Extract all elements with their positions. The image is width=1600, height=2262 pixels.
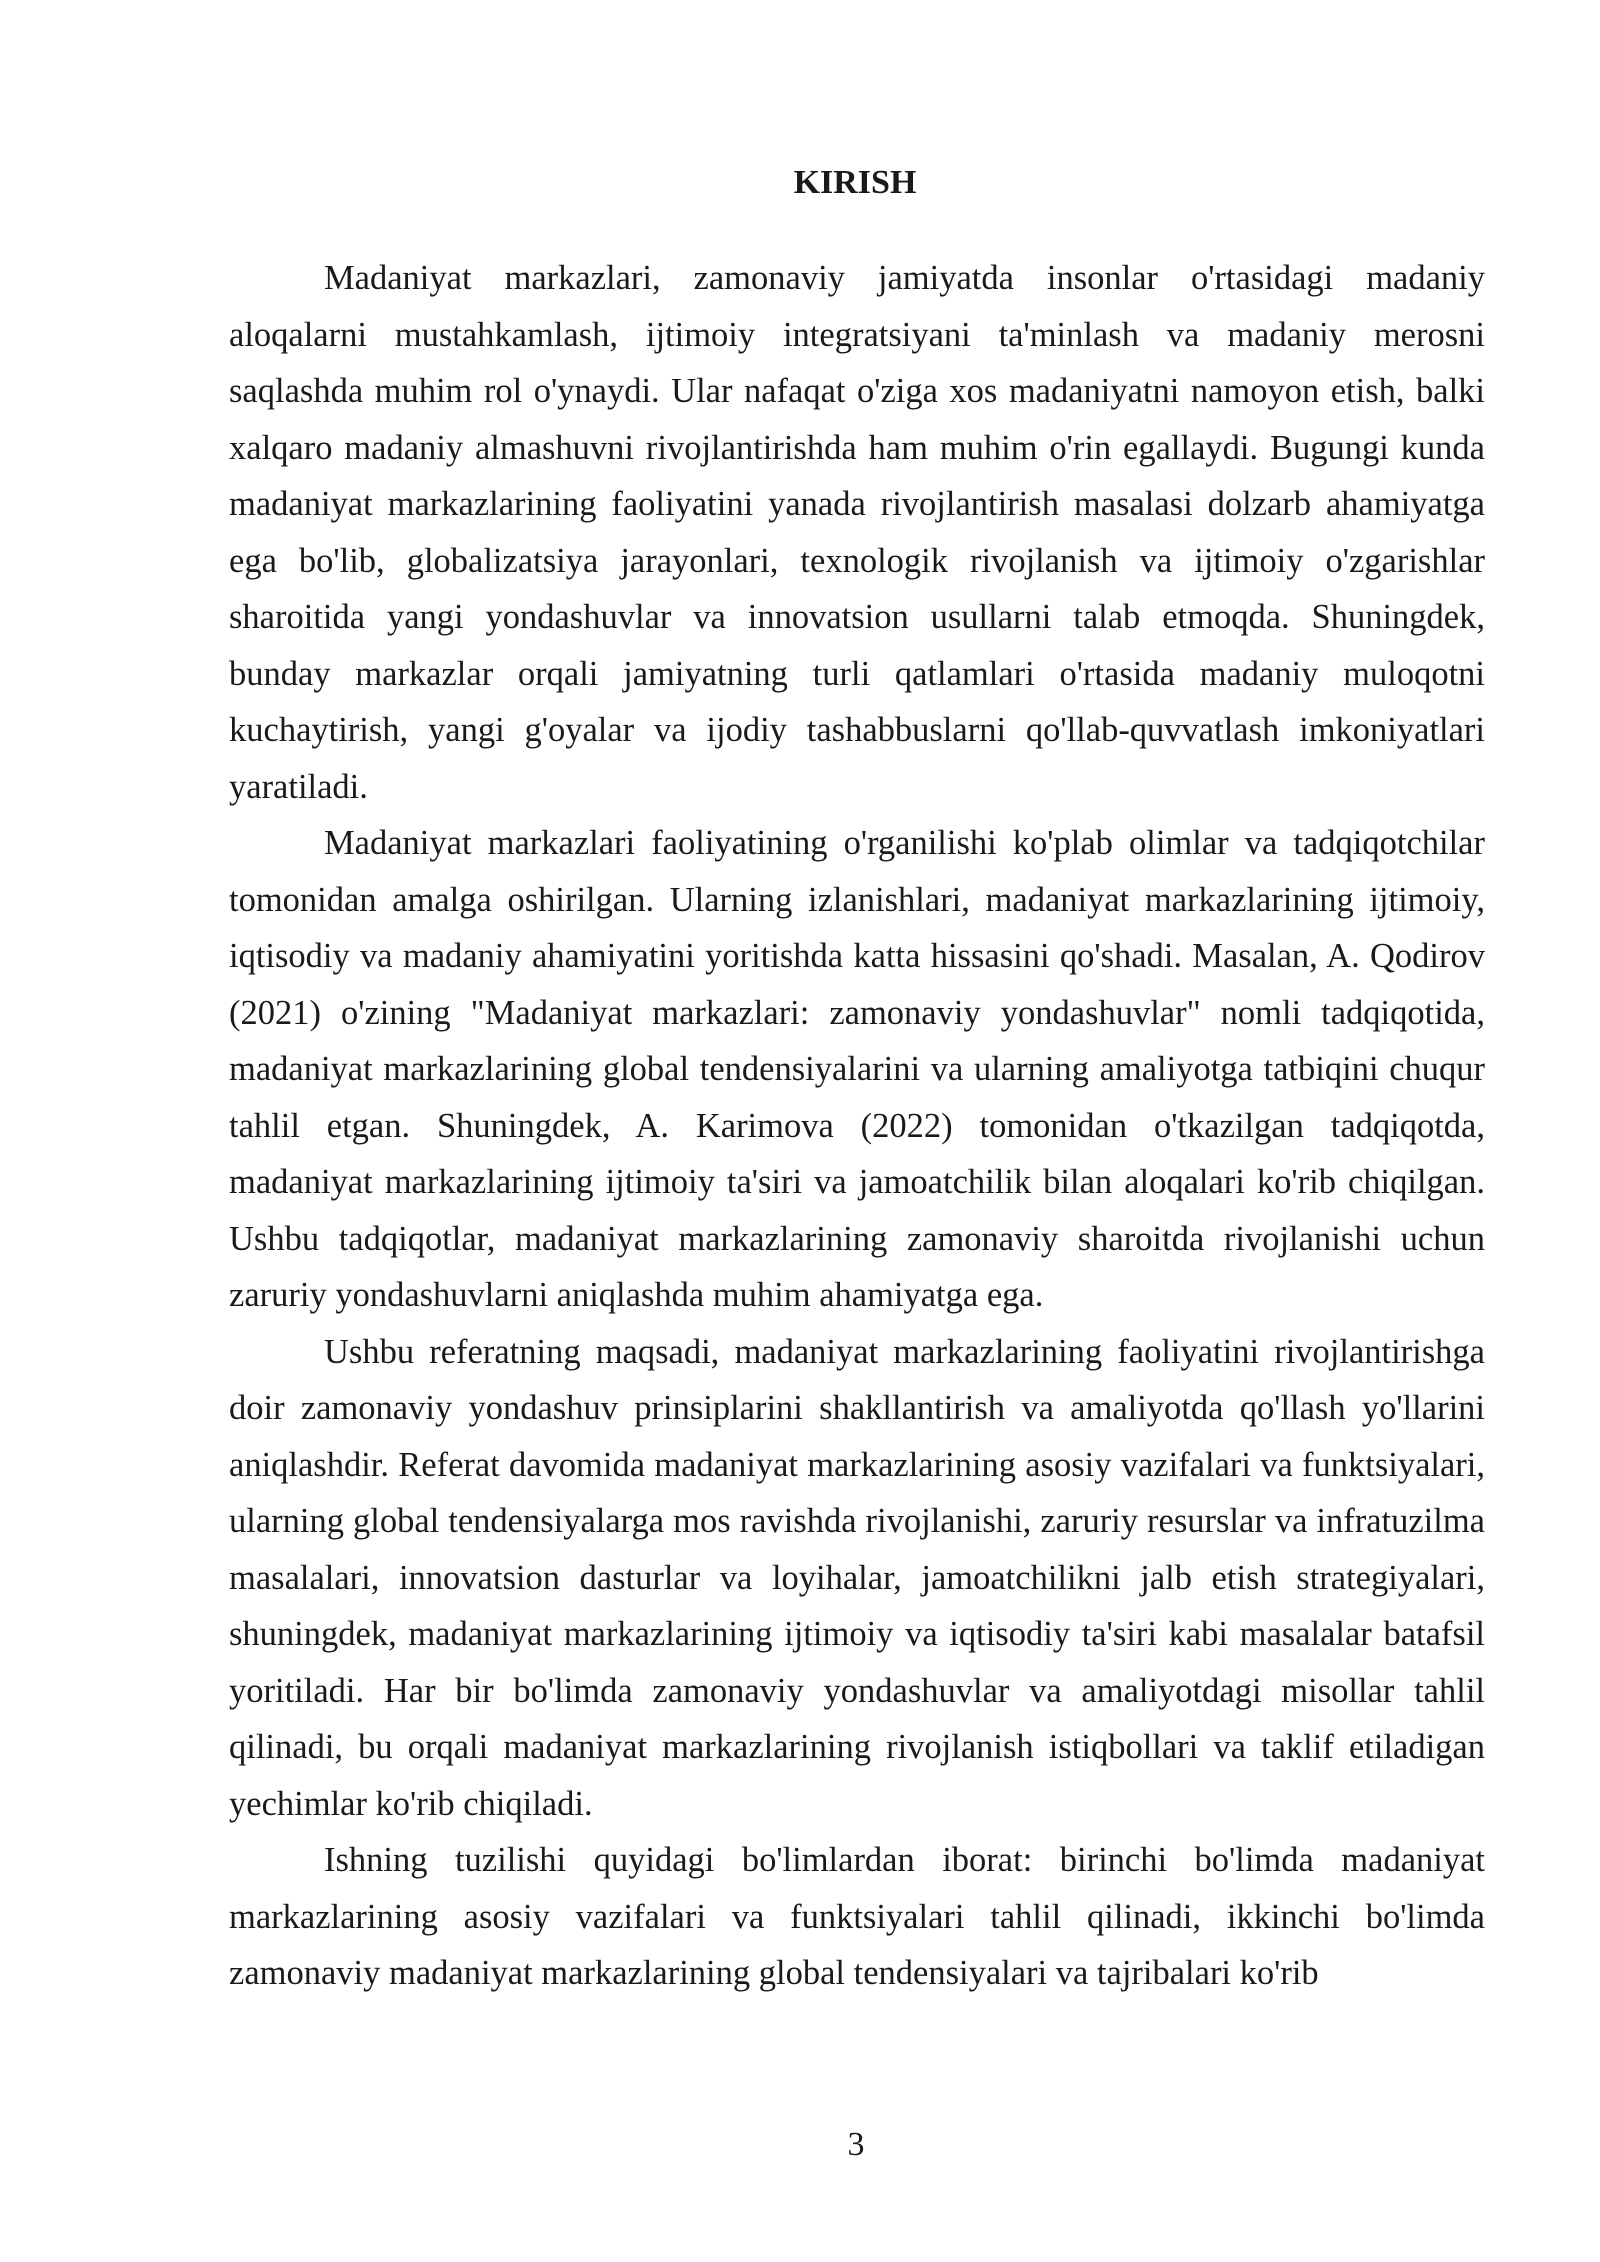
- body-text: [229, 250, 1485, 2002]
- paragraph-intro: Madaniyat markazlari, zamonaviy jamiyatda insonlar o'rtasidagi madaniy aloqalarni mustahkamlash, ijtimoiy integratsiyani ta'minlash va madaniy merosni saqlashda muhim rol o'ynaydi. Ular nafaqat o'ziga xos madaniyatni namoyon etish, balki xalqaro madaniy almashuvni rivojlantirishda ham muhim o'rin egallaydi. Bugungi kunda madaniyat markazlarining faoliyatini yanada rivojlantirish masalasi dolzarb ahamiyatga ega bo'lib, globalizatsiya jarayonlari, texnologik rivojlanish va ijtimoiy o'zgarishlar sharoitida yangi yondashuvlar va innovatsion usullarni talab etmoqda. Shuningdek, bunday markazlar orqali jamiyatning turli qatlamlari o'rtasida madaniy muloqotni kuchaytirish, yangi g'oyalar va ijodiy tashabbuslarni qo'llab-quvvatlash imkoniyatlari yaratiladi.: [229, 259, 1485, 806]
- section-heading: KIRISH: [793, 164, 917, 201]
- paragraph-purpose: Ushbu referatning maqsadi, madaniyat markazlarining faoliyatini rivojlantirishga doir zamonaviy yondashuv prinsiplarini shakllantirish va amaliyotda qo'llash yo'llarini aniqlashdir. Referat davomida madaniyat markazlarining asosiy vazifalari va funktsiyalari, ularning global tendensiyalarga mos ravishda rivojlanishi, zaruriy resurslar va infratuzilma masalalari, innovatsion dasturlar va loyihalar, jamoatchilikni jalb etish strategiyalari, shuningdek, madaniyat markazlarining ijtimoiy va iqtisodiy ta'siri kabi masalalar batafsil yoritiladi. Har bir bo'limda zamonaviy yondashuvlar va amaliyotdagi misollar tahlil qilinadi, bu orqali madaniyat markazlarining rivojlanish istiqbollari va taklif etiladigan yechimlar ko'rib chiqiladi.: [229, 1332, 1485, 1823]
- paragraph-literature-review: Madaniyat markazlari faoliyatining o'rganilishi ko'plab olimlar va tadqiqotchilar tomonidan amalga oshirilgan. Ularning izlanishlari, madaniyat markazlarining ijtimoiy, iqtisodiy va madaniy ahamiyatini yoritishda katta hissasini qo'shadi. Masalan, A. Qodirov (2021) o'zining "Madaniyat markazlari: zamonaviy yondashuvlar" nomli tadqiqotida, madaniyat markazlarining global tendensiyalarini va ularning amaliyotga tatbiqini chuqur tahlil etgan. Shuningdek, A. Karimova (2022) tomonidan o'tkazilgan tadqiqotda, madaniyat markazlarining ijtimoiy ta'siri va jamoatchilik bilan aloqalari ko'rib chiqilgan. Ushbu tadqiqotlar, madaniyat markazlarining zamonaviy sharoitda rivojlanishi uchun zaruriy yondashuvlarni aniqlashda muhim ahamiyatga ega.: [229, 824, 1485, 1314]
- paragraph-structure: Ishning tuzilishi quyidagi bo'limlardan iborat: birinchi bo'limda madaniyat markazlarining asosiy vazifalari va funktsiyalari tahlil qilinadi, ikkinchi bo'limda zamonaviy madaniyat markazlarining global tendensiyalari va tajribalari ko'rib: [229, 1841, 1485, 1992]
- page-number: 3: [847, 2126, 865, 2163]
